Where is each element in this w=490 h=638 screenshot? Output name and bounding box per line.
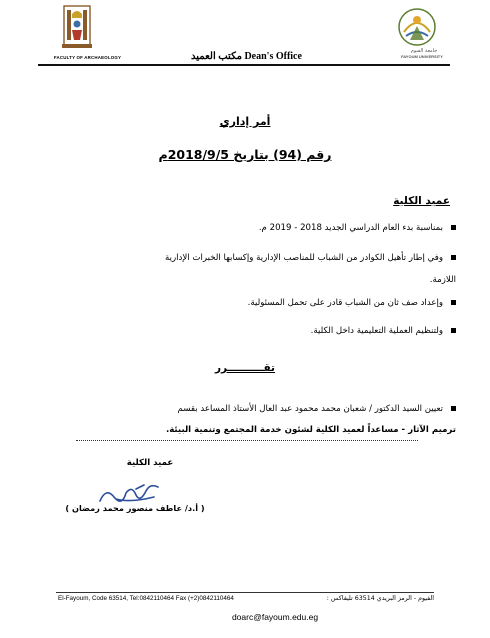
preamble-text-3: وإعداد صف ثان من الشباب قادر على تحمل المسئولية. [247, 298, 443, 308]
preamble-clause-1 [196, 217, 456, 239]
preamble-text-2-continued: اللازمة. [429, 275, 456, 285]
signer-name: ( أ.د/ عاطف منصور محمد رمضان ) [65, 503, 205, 513]
preamble-clause-2-continued [36, 269, 456, 291]
signer-title: عميد الكلية [126, 458, 174, 468]
footer-email: doarc@fayoum.edu.eg [231, 612, 319, 622]
office-title: مكتب العميد Dean's Office [191, 51, 302, 62]
preamble-text-4: ولتنظيم العملية التعليمية داخل الكلية. [310, 326, 443, 336]
decree-number: رقم (94) بتاريخ 2018/9/5م [158, 147, 332, 162]
decree-title: أمر إداري [219, 115, 271, 128]
preamble-text-2: وفي إطار تأهيل الكوادر من الشباب للمناصب الإدارية وإكسابها الخبرات الإدارية [165, 253, 443, 263]
preamble-clause-2 [36, 247, 456, 269]
bullet-icon [451, 300, 456, 305]
decision-text-2: ترميم الآثار - مساعداً لعميد الكلية لشئون خدمة المجتمع وتنمية البيئة. [165, 425, 456, 435]
bullet-icon [451, 406, 456, 411]
preamble-clause-4 [206, 320, 456, 342]
university-logo-arabic: جامعة الفيوم [410, 48, 438, 54]
faculty-logo-caption: FACULTY OF ARCHAEOLOGY [53, 55, 122, 60]
footer-address-arabic: الفيوم - الرمز البريدي 63514 تليفاكس : [326, 595, 434, 602]
footer-address-english: El-Fayoum, Code 63514, Tel:0842110464 Fax (+2)0842110464 [58, 595, 234, 602]
preamble-clause-3 [156, 292, 456, 314]
decision-clause-continued [36, 419, 456, 441]
dotted-divider [76, 440, 418, 441]
university-logo-english: FAYOUM UNIVERSITY [401, 54, 443, 59]
bullet-icon [451, 225, 456, 230]
decree-addressee: عميد الكلية [393, 195, 450, 207]
preamble-text-1: بمناسبة بدء العام الدراسي الجديد 2018 - 2019 م. [258, 223, 443, 233]
decision-heading: تقــــــــــرر [215, 362, 275, 374]
bullet-icon [451, 328, 456, 333]
footer-divider [56, 592, 434, 593]
decision-clause [36, 398, 456, 420]
bullet-icon [451, 255, 456, 260]
faculty-archaeology-logo [52, 4, 102, 52]
fayoum-university-logo [396, 6, 438, 48]
header-divider [38, 64, 450, 66]
decision-text-1: تعيين السيد الدكتور / شعبان محمد محمود عبد العال الأستاذ المساعد بقسم [177, 404, 443, 414]
